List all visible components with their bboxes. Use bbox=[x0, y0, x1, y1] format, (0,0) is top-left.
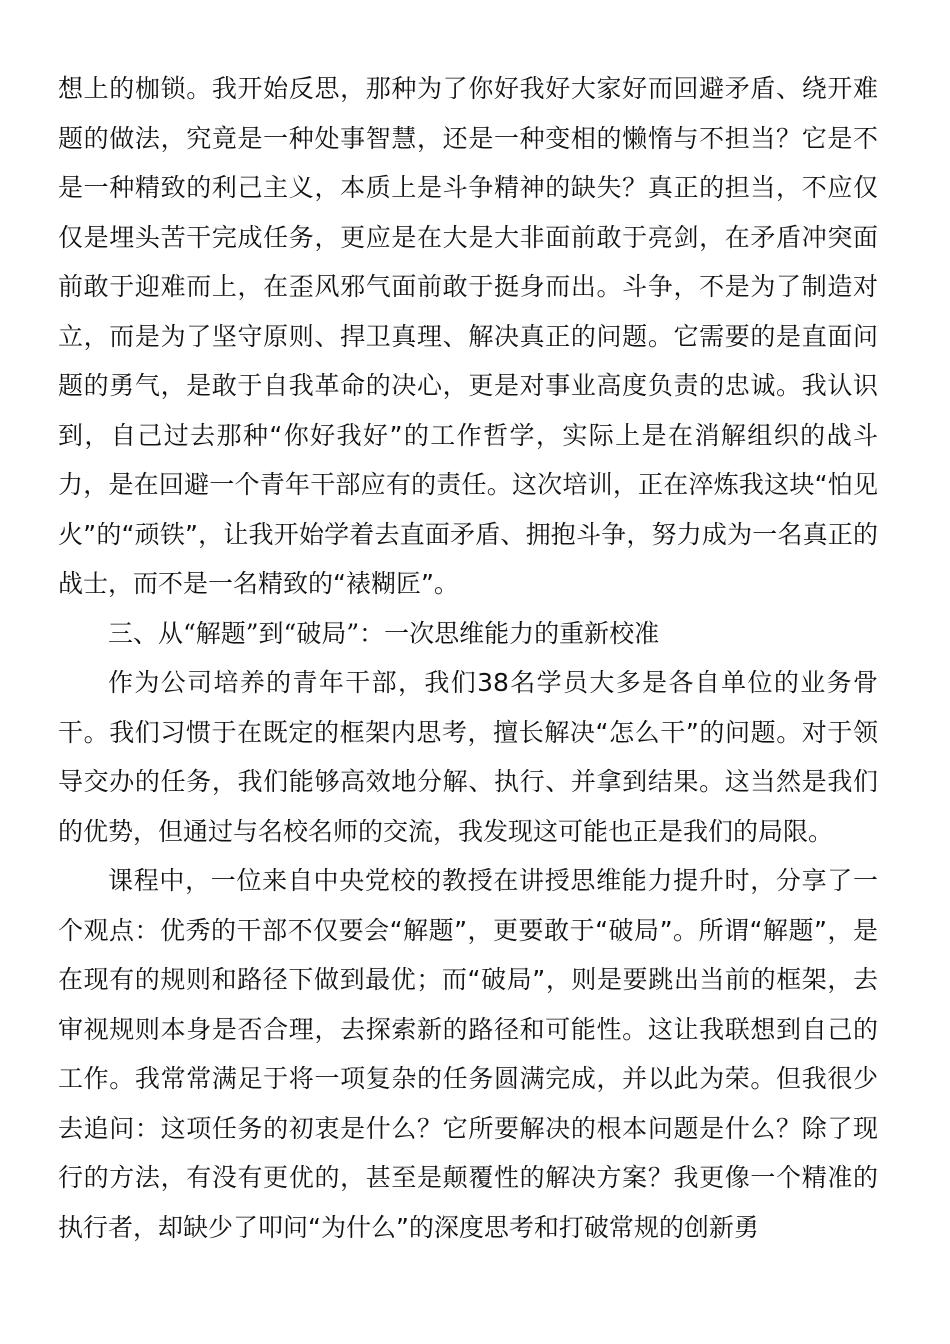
paragraph: 课程中，一位来自中央党校的教授在讲授思维能力提升时，分享了一个观点：优秀的干部不仅要会“解题”，更要敢于“破局”。所谓“解题”，是在现有的规则和路径下做到最优；而“破局”，则是要跳出当前的框架，去审视规则本身是否合理，去探索新的路径和可能性。这让我联想到自己的工作。我常常满足于将一项复杂的任务圆满完成，并以此为荣。但我很少去追问：这项任务的初衷是什么？它所要解决的根本问题是什么？除了现行的方法，有没有更优的，甚至是颠覆性的解决方案？我更像一个精准的执行者，却缺少了叩问“为什么”的深度思考和打破常规的创新勇 bbox=[58, 866, 878, 1242]
document-body bbox=[58, 64, 878, 1252]
section-heading: 三、从“解题”到“破局”：一次思维能力的重新校准 bbox=[108, 618, 660, 648]
paragraph-continued: 想上的枷锁。我开始反思，那种为了你好我好大家好而回避矛盾、绕开难题的做法，究竟是一种处事智慧，还是一种变相的懒惰与不担当？它是不是一种精致的利己主义，本质上是斗争精神的缺失？真正的担当，不应仅仅是埋头苦干完成任务，更应是在大是大非面前敢于亮剑，在矛盾冲突面前敢于迎难而上，在歪风邪气面前敢于挺身而出。斗争，不是为了制造对立，而是为了坚守原则、捍卫真理、解决真正的问题。它需要的是直面问题的勇气，是敢于自我革命的决心，更是对事业高度负责的忠诚。我认识到，自己过去那种“你好我好”的工作哲学，实际上是在消解组织的战斗力，是在回避一个青年干部应有的责任。这次培训，正在淬炼我这块“怕见火”的“顽铁”，让我开始学着去直面矛盾、拥抱斗争，努力成为一名真正的战士，而不是一名精致的“裱糊匠”。 bbox=[58, 74, 878, 598]
paragraph: 作为公司培养的青年干部，我们38名学员大多是各自单位的业务骨干。我们习惯于在既定的框架内思考，擅长解决“怎么干”的问题。对于领导交办的任务，我们能够高效地分解、执行、并拿到结果。这当然是我们的优势，但通过与名校名师的交流，我发现这可能也正是我们的局限。 bbox=[58, 668, 878, 846]
